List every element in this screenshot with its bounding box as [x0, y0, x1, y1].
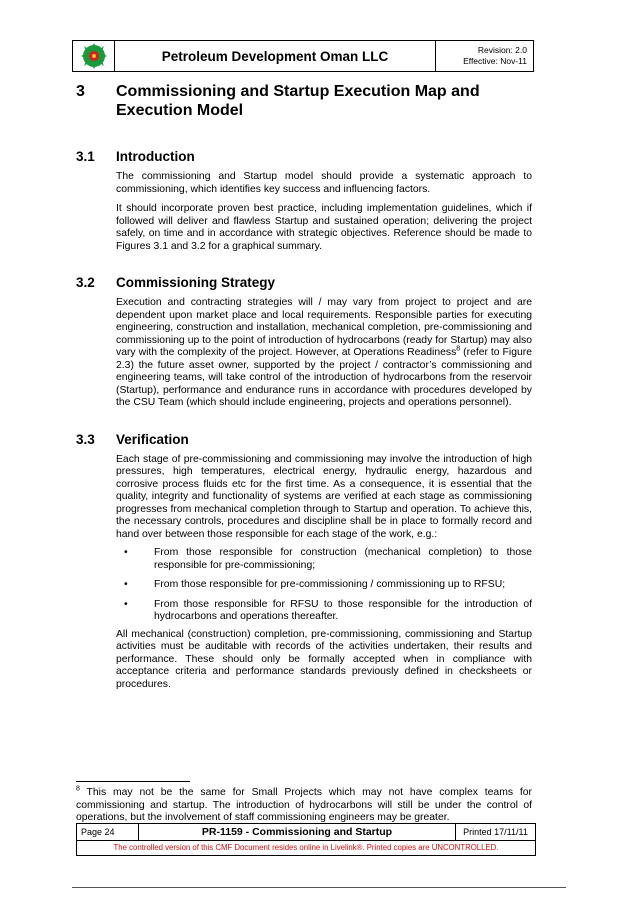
list-item	[116, 579, 532, 592]
section-title: Commissioning and Startup Execution Map and Execution Model	[116, 83, 480, 119]
intro-paragraph-2: It should incorporate proven best practice, including implementation guidelines, which if followed will deliver and flawless Startup and sustained operation; delivering the project safely, on time and in accordance with strategic objectives. Reference should be made to Figures 3.1 and 3.2 for a graphical summary.	[116, 203, 532, 252]
pdo-logo	[73, 41, 115, 71]
bullet-icon: •	[124, 547, 128, 558]
page-number: Page 24	[77, 824, 139, 840]
section-3-heading	[76, 82, 532, 120]
footnote-number: 8	[76, 785, 80, 793]
page-header	[72, 40, 534, 72]
strategy-text-a: Execution and contracting strategies will / may vary from project to project and are dependent upon market place and local requirements. Responsible parties for executing engineering, construction and installation, mechanical completion, pre-commissioning and commissioning up to the point of introduction of hydrocarbons (ready for Startup) may also vary with the complexity of the project. However, at Operations Readiness	[116, 297, 532, 358]
footnote	[76, 787, 532, 825]
verification-paragraph-1: Each stage of pre-commissioning and commissioning may involve the introduction of high pressures, high temperatures, electrical energy, hydraulic energy, hazardous and corrosive process fluids etc for the first time. As a consequence, it is essential that the quality, integrity and functionality of systems are verified at each stage as commissioning progresses from mechanical completion through to Startup and operation. To achieve this, the necessary controls, procedures and discipline shall be in place to formally record and hand over between those responsible for each stage of the work, e.g.:	[116, 453, 532, 540]
uncontrolled-notice: The controlled version of this CMF Document resides online in Livelink®. Printed copies are UNCONTROLLED.	[113, 843, 499, 852]
footnote-text: This may not be the same for Small Projects which may not have complex teams for commissioning and startup. The introduction of hydrocarbons will still be under the control of operations, but the involvement of staff commissioning engineers may be greater.	[76, 787, 532, 823]
list-item-text: From those responsible for construction (mechanical completion) to those responsible for pre-commissioning;	[154, 547, 532, 571]
revision-info	[435, 41, 533, 71]
strategy-paragraph	[116, 297, 532, 410]
footer-info-row	[77, 824, 535, 841]
section-3-3-heading	[76, 432, 532, 448]
footnote-reference[interactable]: 8	[456, 345, 461, 353]
list-item-text: From those responsible for pre-commissioning / commissioning up to RFSU;	[154, 579, 506, 590]
page-footer	[76, 823, 536, 856]
pdo-logo-icon	[79, 42, 109, 70]
section-title: Verification	[116, 431, 189, 447]
handover-list	[116, 547, 532, 624]
effective-label: Effective: Nov-11	[463, 56, 527, 66]
footnote-separator	[76, 781, 190, 782]
section-3-1-heading	[76, 149, 532, 165]
section-title: Introduction	[116, 149, 195, 164]
document-body	[76, 82, 532, 691]
list-item	[116, 599, 532, 624]
bullet-icon: •	[124, 579, 128, 590]
list-item-text: From those responsible for RFSU to those responsible for the introduction of hydrocarbons and operations thereafter.	[154, 598, 532, 622]
intro-paragraph-1: The commissioning and Startup model should provide a systematic approach to commissioning, which identifies key success and influencing factors.	[116, 171, 532, 195]
bottom-divider	[72, 887, 566, 888]
revision-label: Revision: 2.0	[477, 45, 527, 55]
section-number: 3.1	[76, 149, 95, 164]
section-number: 3	[76, 83, 85, 100]
bullet-icon: •	[124, 598, 128, 610]
company-name: Petroleum Development Oman LLC	[161, 48, 389, 64]
section-title: Commissioning Strategy	[116, 275, 276, 290]
section-3-2-heading	[76, 275, 532, 291]
section-number: 3.3	[76, 431, 95, 447]
strategy-text-b: (refer to Figure 2.3) the future asset owner, supported by the project / contractor’s commissioning and engineering teams, will take control of the introduction of hydrocarbons from the reservoir (Startup), performance and endurance runs in accordance with procedures developed by the CSU Team (which should include engineering, projects and operations personnel).	[116, 347, 532, 408]
document-title: PR-1159 - Commissioning and Startup	[201, 826, 393, 838]
section-number: 3.2	[76, 275, 95, 290]
verification-paragraph-2: All mechanical (construction) completion, pre-commissioning, commissioning and Startup activities must be auditable with records of the activities undertaken, their results and performance. These should only be formally accepted when in compliance with acceptance criteria and performance standards previously defined in checksheets or procedures.	[116, 628, 532, 690]
printed-date: Printed 17/11/11	[455, 824, 535, 840]
list-item	[116, 547, 532, 572]
